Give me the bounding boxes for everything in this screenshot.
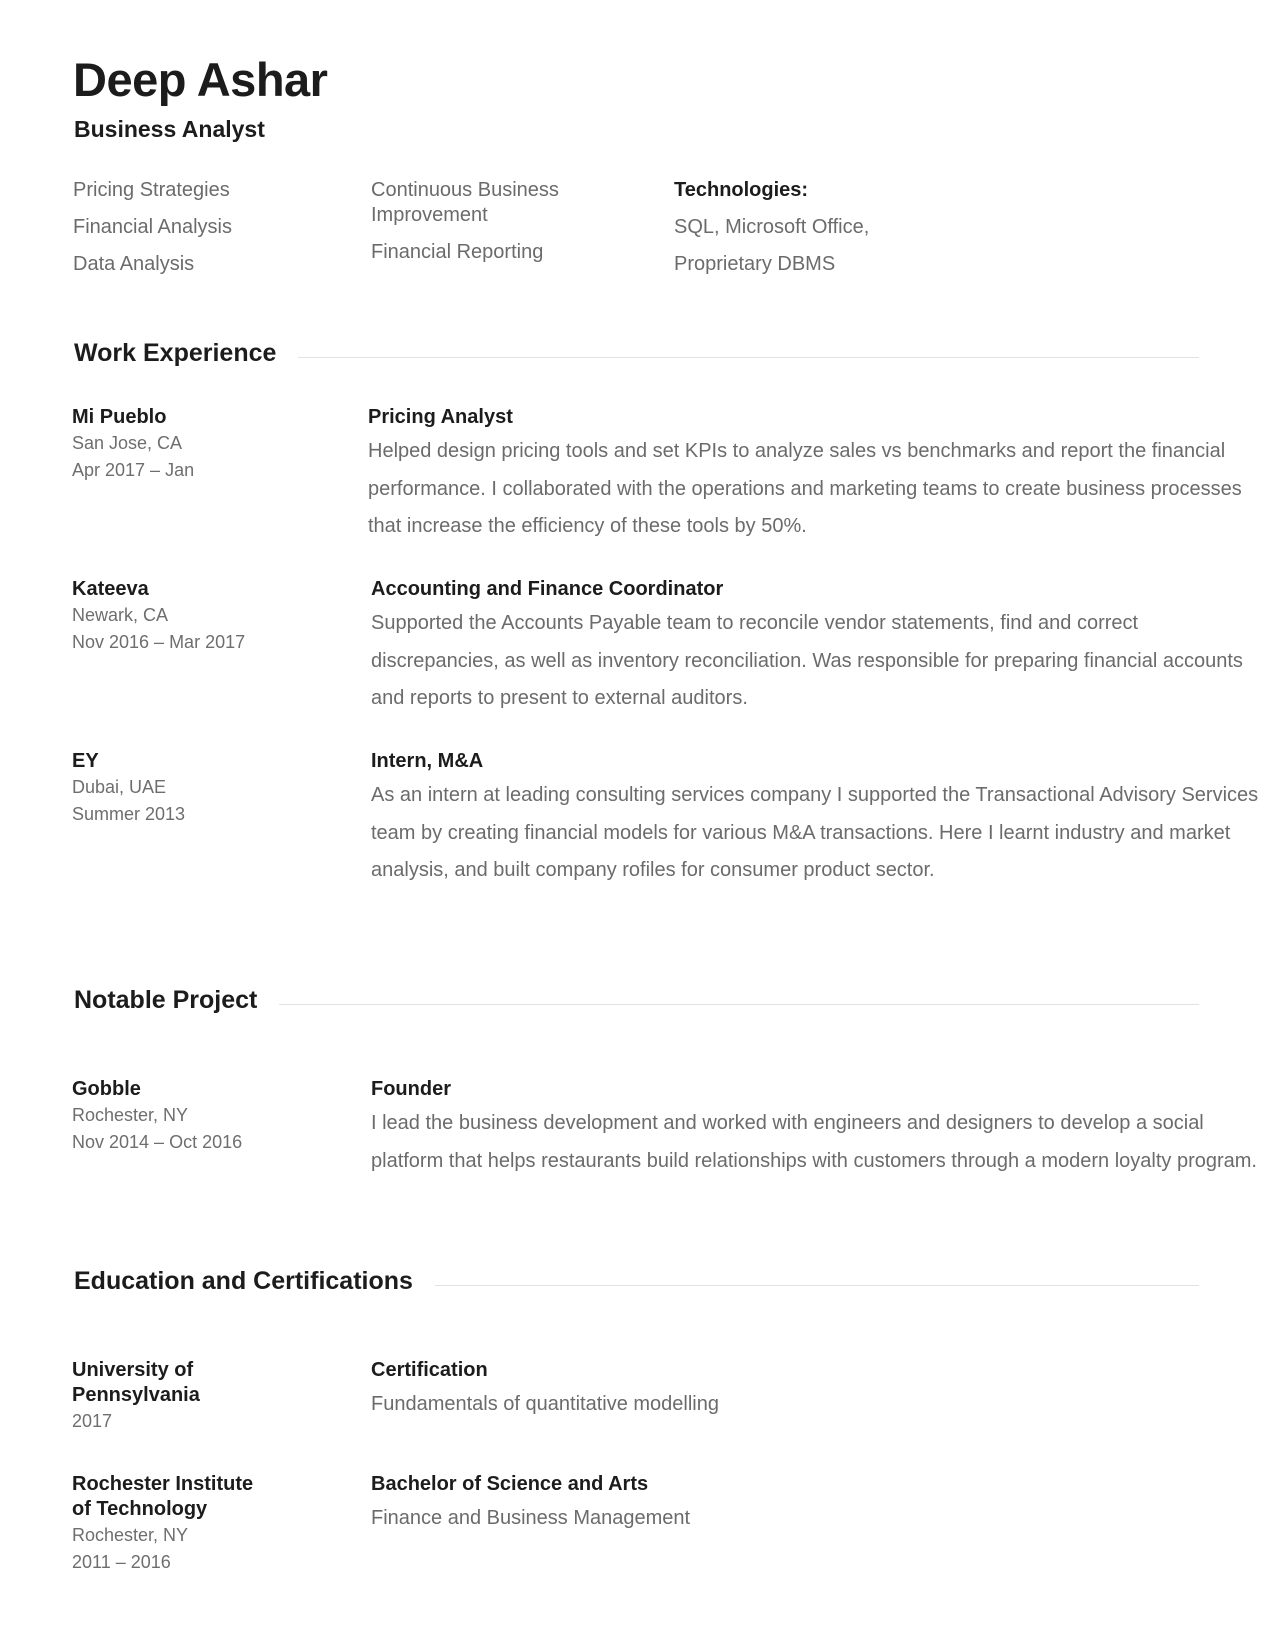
job-title: Pricing Analyst	[368, 406, 513, 428]
skills-column-2	[371, 178, 621, 277]
candidate-title: Business Analyst	[74, 116, 265, 142]
skills-column-1	[73, 178, 353, 289]
job-title: Intern, M&A	[371, 750, 484, 772]
candidate-name: Deep Ashar	[73, 53, 328, 106]
employment-dates: Apr 2017 – Jan	[72, 460, 195, 480]
section-divider	[279, 1004, 1199, 1005]
technologies-column	[674, 178, 934, 289]
education-section-header	[74, 1265, 1199, 1297]
company-name: EY	[72, 750, 99, 772]
credential-description: Fundamentals of quantitative modelling	[371, 1393, 719, 1415]
section-title: Education and Certifications	[74, 1267, 413, 1295]
employment-dates: Nov 2016 – Mar 2017	[72, 632, 246, 652]
section-divider	[435, 1285, 1199, 1286]
company-location: San Jose, CA	[72, 433, 183, 453]
company-name: Mi Pueblo	[72, 406, 167, 428]
credential-title: Bachelor of Science and Arts	[371, 1473, 649, 1495]
skill-item: Data Analysis	[73, 253, 195, 275]
job-description: Supported the Accounts Payable team to reconcile vendor statements, find and correct discrepancies, as well as inventory reconciliation. Was responsible for preparing financial accounts and reports to present to external auditors.	[371, 612, 1243, 709]
skill-item: Continuous Business Improvement	[371, 179, 559, 226]
skill-item: Financial Analysis	[73, 216, 232, 238]
project-dates: Nov 2014 – Oct 2016	[72, 1132, 243, 1152]
institution-name: University of Pennsylvania	[72, 1359, 200, 1406]
job-description: As an intern at leading consulting services company I supported the Transactional Advisory Services team by creating financial models for various M&A transactions. Here I learnt industry and market analysis, and built company rofiles for consumer product sector.	[371, 784, 1259, 881]
employment-dates: Summer 2013	[72, 804, 186, 824]
technologies-line: Proprietary DBMS	[674, 253, 836, 275]
project-location: Rochester, NY	[72, 1105, 189, 1125]
work-experience-section-header	[74, 337, 1199, 369]
education-years: 2011 – 2016	[72, 1552, 171, 1572]
education-year: 2017	[72, 1411, 113, 1431]
credential-title: Certification	[371, 1359, 488, 1381]
education-location: Rochester, NY	[72, 1525, 189, 1545]
company-location: Newark, CA	[72, 605, 169, 625]
project-name: Gobble	[72, 1078, 141, 1100]
skill-item: Pricing Strategies	[73, 179, 230, 201]
company-location: Dubai, UAE	[72, 777, 167, 797]
technologies-heading: Technologies:	[674, 179, 809, 201]
institution-name: Rochester Institute of Technology	[72, 1473, 254, 1520]
skill-item: Financial Reporting	[371, 241, 544, 263]
project-role: Founder	[371, 1078, 451, 1100]
credential-description: Finance and Business Management	[371, 1507, 691, 1529]
technologies-line: SQL, Microsoft Office,	[674, 216, 870, 238]
company-name: Kateeva	[72, 578, 149, 600]
section-title: Work Experience	[74, 339, 277, 367]
job-description: Helped design pricing tools and set KPIs to analyze sales vs benchmarks and report the financial performance. I collaborated with the operations and marketing teams to create business processes that increase the efficiency of these tools by 50%.	[368, 440, 1242, 537]
section-divider	[298, 357, 1199, 358]
section-title: Notable Project	[74, 986, 258, 1014]
job-title: Accounting and Finance Coordinator	[371, 578, 724, 600]
project-description: I lead the business development and worked with engineers and designers to develop a social platform that helps restaurants build relationships with customers through a modern loyalty program.	[371, 1112, 1257, 1172]
notable-project-section-header	[74, 984, 1199, 1016]
